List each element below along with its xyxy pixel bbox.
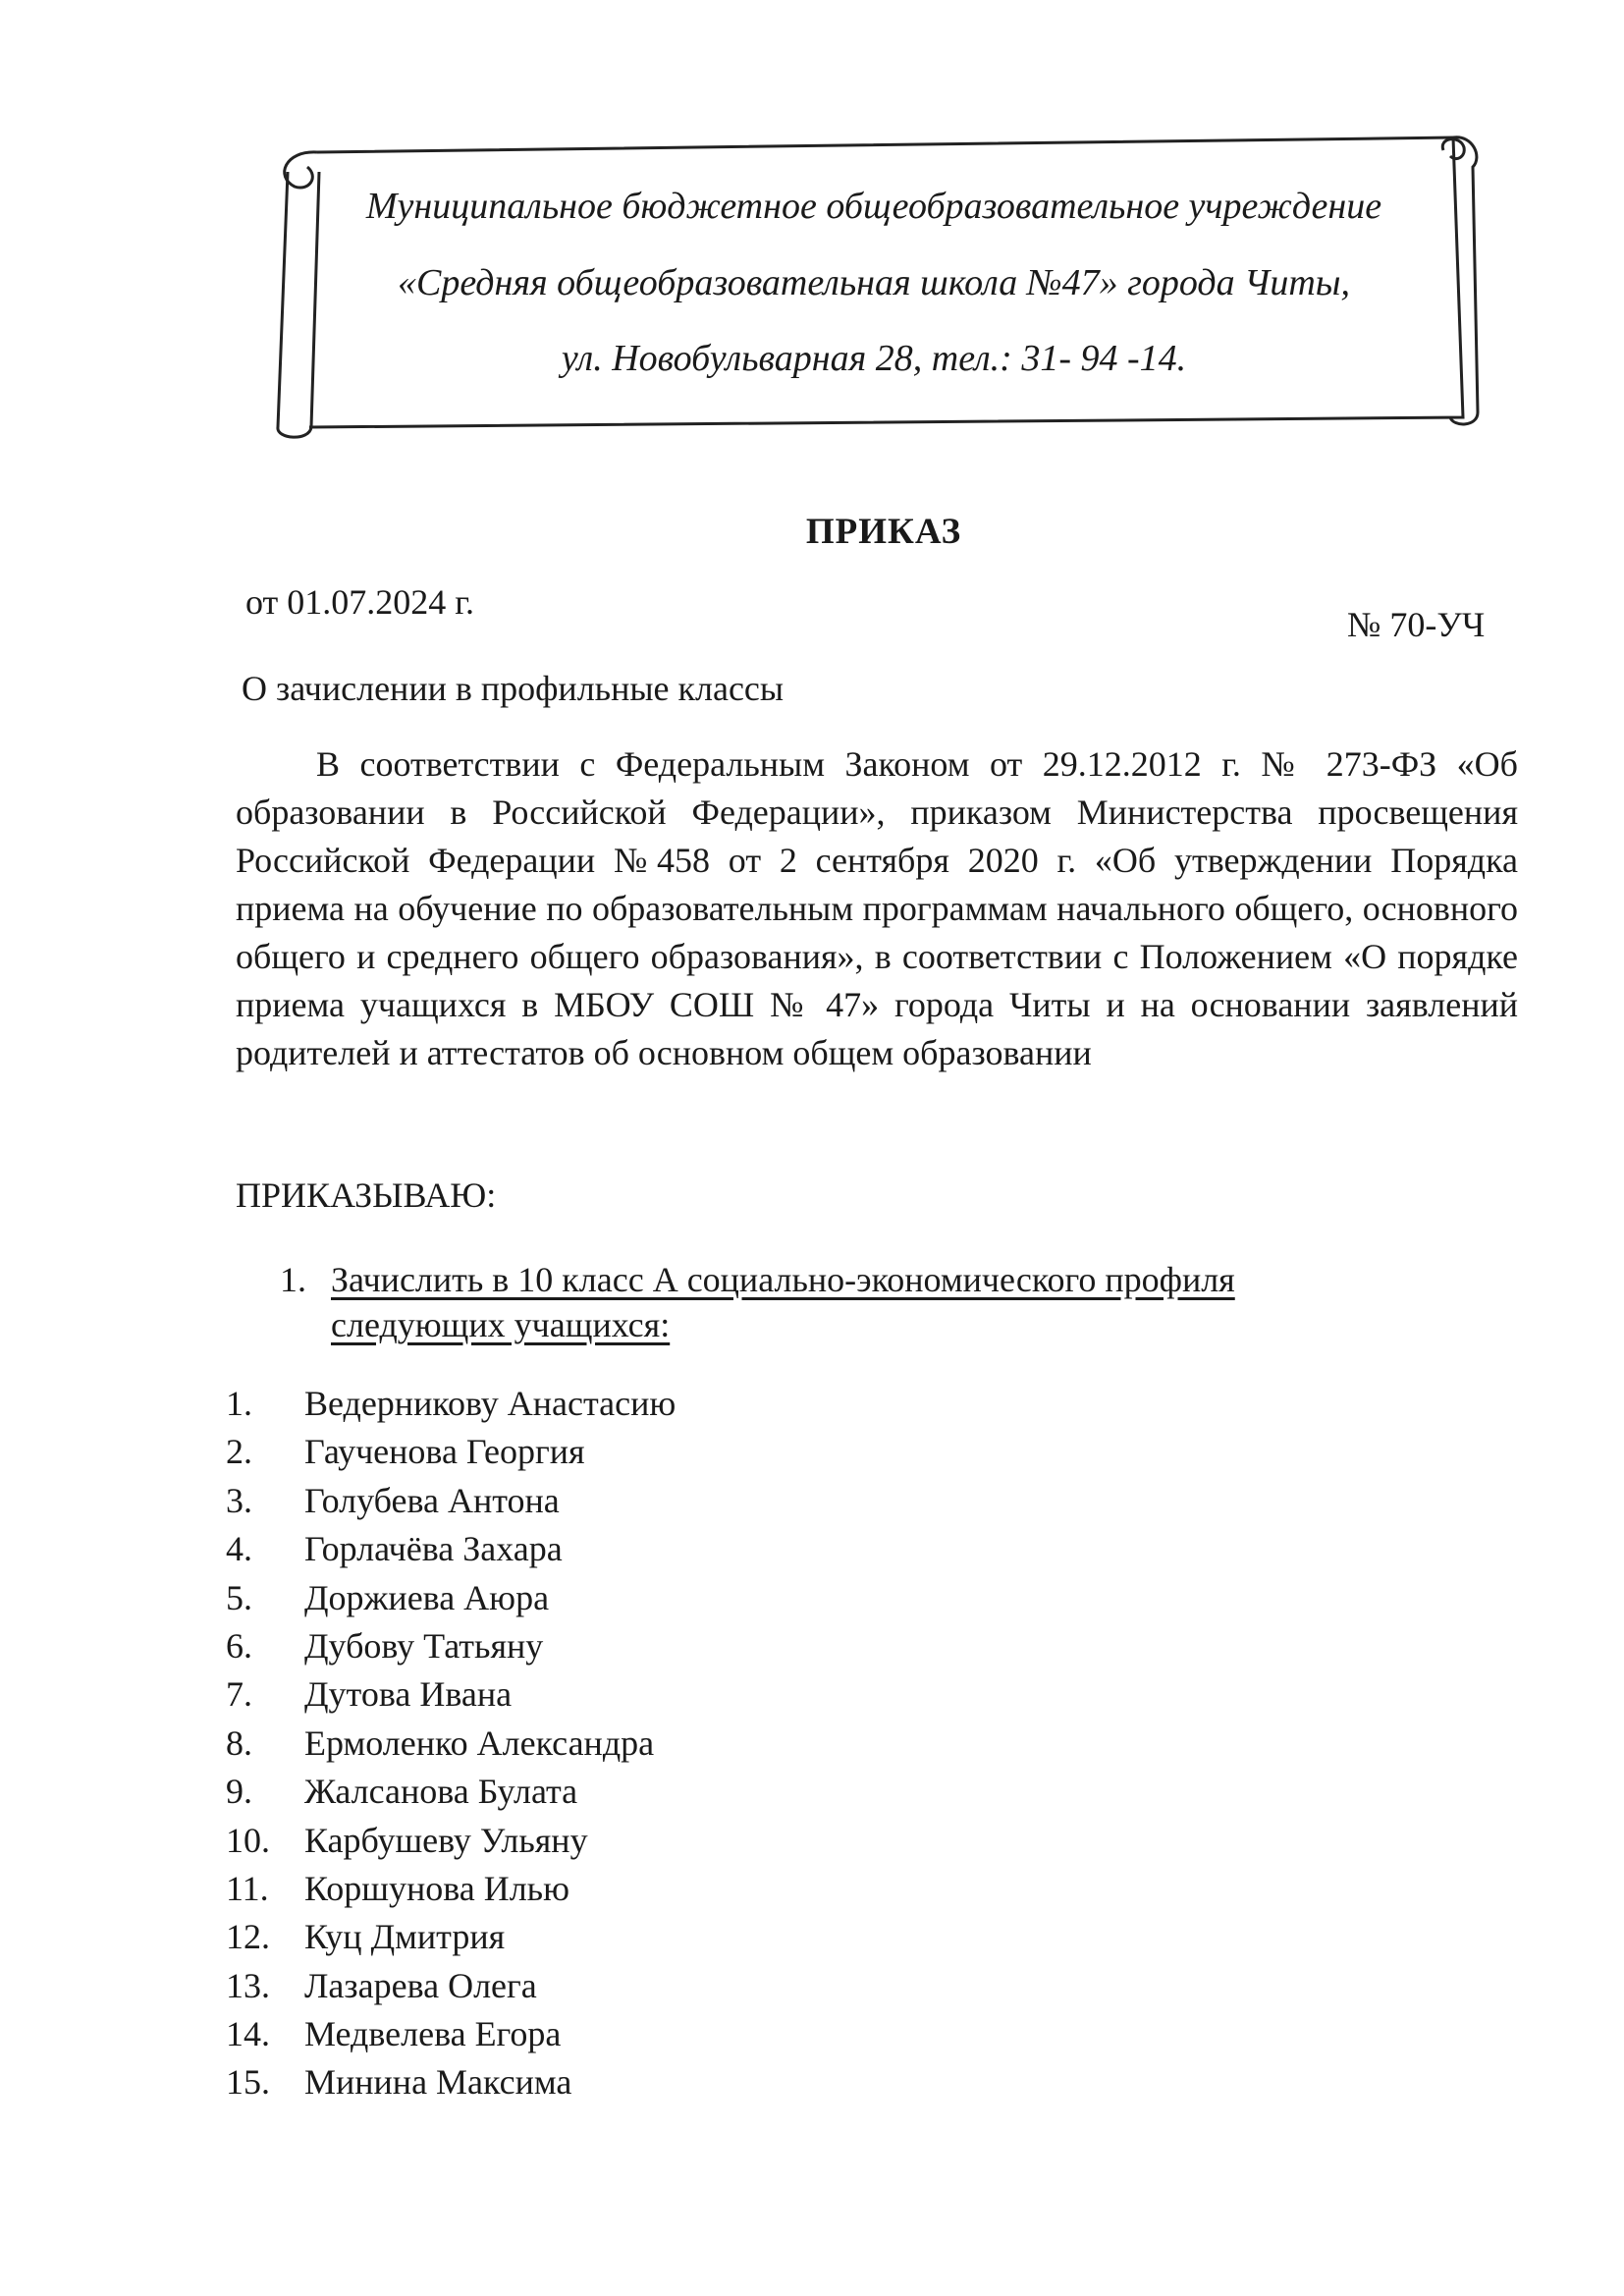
list-item-number: 12. xyxy=(226,1917,270,1957)
list-item xyxy=(226,2058,1110,2106)
list-item-number: 5. xyxy=(226,1577,252,1617)
list-item-number: 6. xyxy=(226,1625,252,1666)
student-name: Ермоленко Александра xyxy=(304,1722,655,1763)
student-name: Минина Максима xyxy=(304,2062,572,2103)
list-item xyxy=(226,1962,1110,2010)
list-item xyxy=(226,1670,1110,1719)
list-item xyxy=(226,2010,1110,2058)
list-item xyxy=(226,1817,1110,1865)
student-name: Жалсанова Булата xyxy=(304,1772,578,1812)
list-item-number: 8. xyxy=(226,1722,252,1763)
student-name: Дутова Ивана xyxy=(304,1674,513,1715)
school-name-line: «Средняя общеобразовательная школа №47» города Читы, xyxy=(397,262,1351,303)
clause-text: Зачислить в 10 класс А социально-экономического профиля следующих учащихся: xyxy=(331,1260,1235,1344)
clause-number: 1. xyxy=(280,1260,306,1299)
list-item-number: 2. xyxy=(226,1432,252,1472)
list-item-number: 9. xyxy=(226,1772,252,1812)
order-preamble: В соответствии с Федеральным Законом от 29.12.2012 г. № 273-ФЗ «Об образовании в Российской Федерации», приказом Министерства просвещения Российской Федерации №458 от 2 сентября 2020 г. «Об утверждении Порядка приема на обучение по образовательным программам начального общего, основного общего и среднего общего образования», в соответствии с Положением «О порядке приема учащихся в МБОУ СОШ № 47» города Читы и на основании заявлений родителей и аттестатов об основном общем образовании xyxy=(236,744,1518,1072)
student-name: Ведерникову Анастасию xyxy=(304,1384,677,1423)
student-name: Куц Дмитрия xyxy=(304,1917,506,1957)
list-item-number: 10. xyxy=(226,1820,270,1860)
document-title: ПРИКАЗ xyxy=(805,512,962,552)
letterhead-scroll xyxy=(260,133,1483,442)
student-list xyxy=(226,1380,1110,2107)
order-date: от 01.07.2024 г. xyxy=(245,582,474,622)
list-item-number: 1. xyxy=(226,1384,252,1423)
student-name: Коршунова Илью xyxy=(304,1868,569,1908)
student-name: Карбушеву Ульяну xyxy=(304,1820,588,1860)
list-item-number: 13. xyxy=(226,1965,270,2005)
list-item xyxy=(226,1574,1110,1622)
student-name: Лазарева Олега xyxy=(304,1965,537,2005)
list-item xyxy=(226,1622,1110,1670)
student-name: Дубову Татьяну xyxy=(304,1625,544,1666)
list-item xyxy=(226,1525,1110,1573)
school-type-line: Муниципальное бюджетное общеобразовательное учреждение xyxy=(365,186,1382,227)
school-address-line: ул. Новобульварная 28, тел.: 31- 94 -14. xyxy=(561,338,1187,379)
list-item xyxy=(226,1477,1110,1525)
list-item xyxy=(226,1865,1110,1913)
list-item-number: 14. xyxy=(226,2014,270,2054)
order-subject: О зачислении в профильные классы xyxy=(242,669,785,708)
list-item xyxy=(226,1720,1110,1768)
list-item-number: 15. xyxy=(226,2062,270,2103)
student-name: Доржиева Аюра xyxy=(304,1577,550,1617)
list-item xyxy=(226,1428,1110,1476)
list-item-number: 7. xyxy=(226,1674,252,1715)
decree-heading: ПРИКАЗЫВАЮ: xyxy=(236,1175,497,1215)
student-name: Гаученова Георгия xyxy=(304,1432,585,1472)
list-item xyxy=(226,1380,1110,1428)
student-name: Голубева Антона xyxy=(304,1480,560,1520)
order-number: № 70-УЧ xyxy=(1347,605,1486,644)
list-item xyxy=(226,1913,1110,1961)
student-name: Горлачёва Захара xyxy=(304,1529,563,1569)
list-item xyxy=(226,1768,1110,1816)
list-item-number: 3. xyxy=(226,1480,252,1520)
list-item-number: 4. xyxy=(226,1529,252,1569)
student-name: Медвелева Егора xyxy=(304,2014,562,2054)
list-item-number: 11. xyxy=(226,1868,269,1908)
